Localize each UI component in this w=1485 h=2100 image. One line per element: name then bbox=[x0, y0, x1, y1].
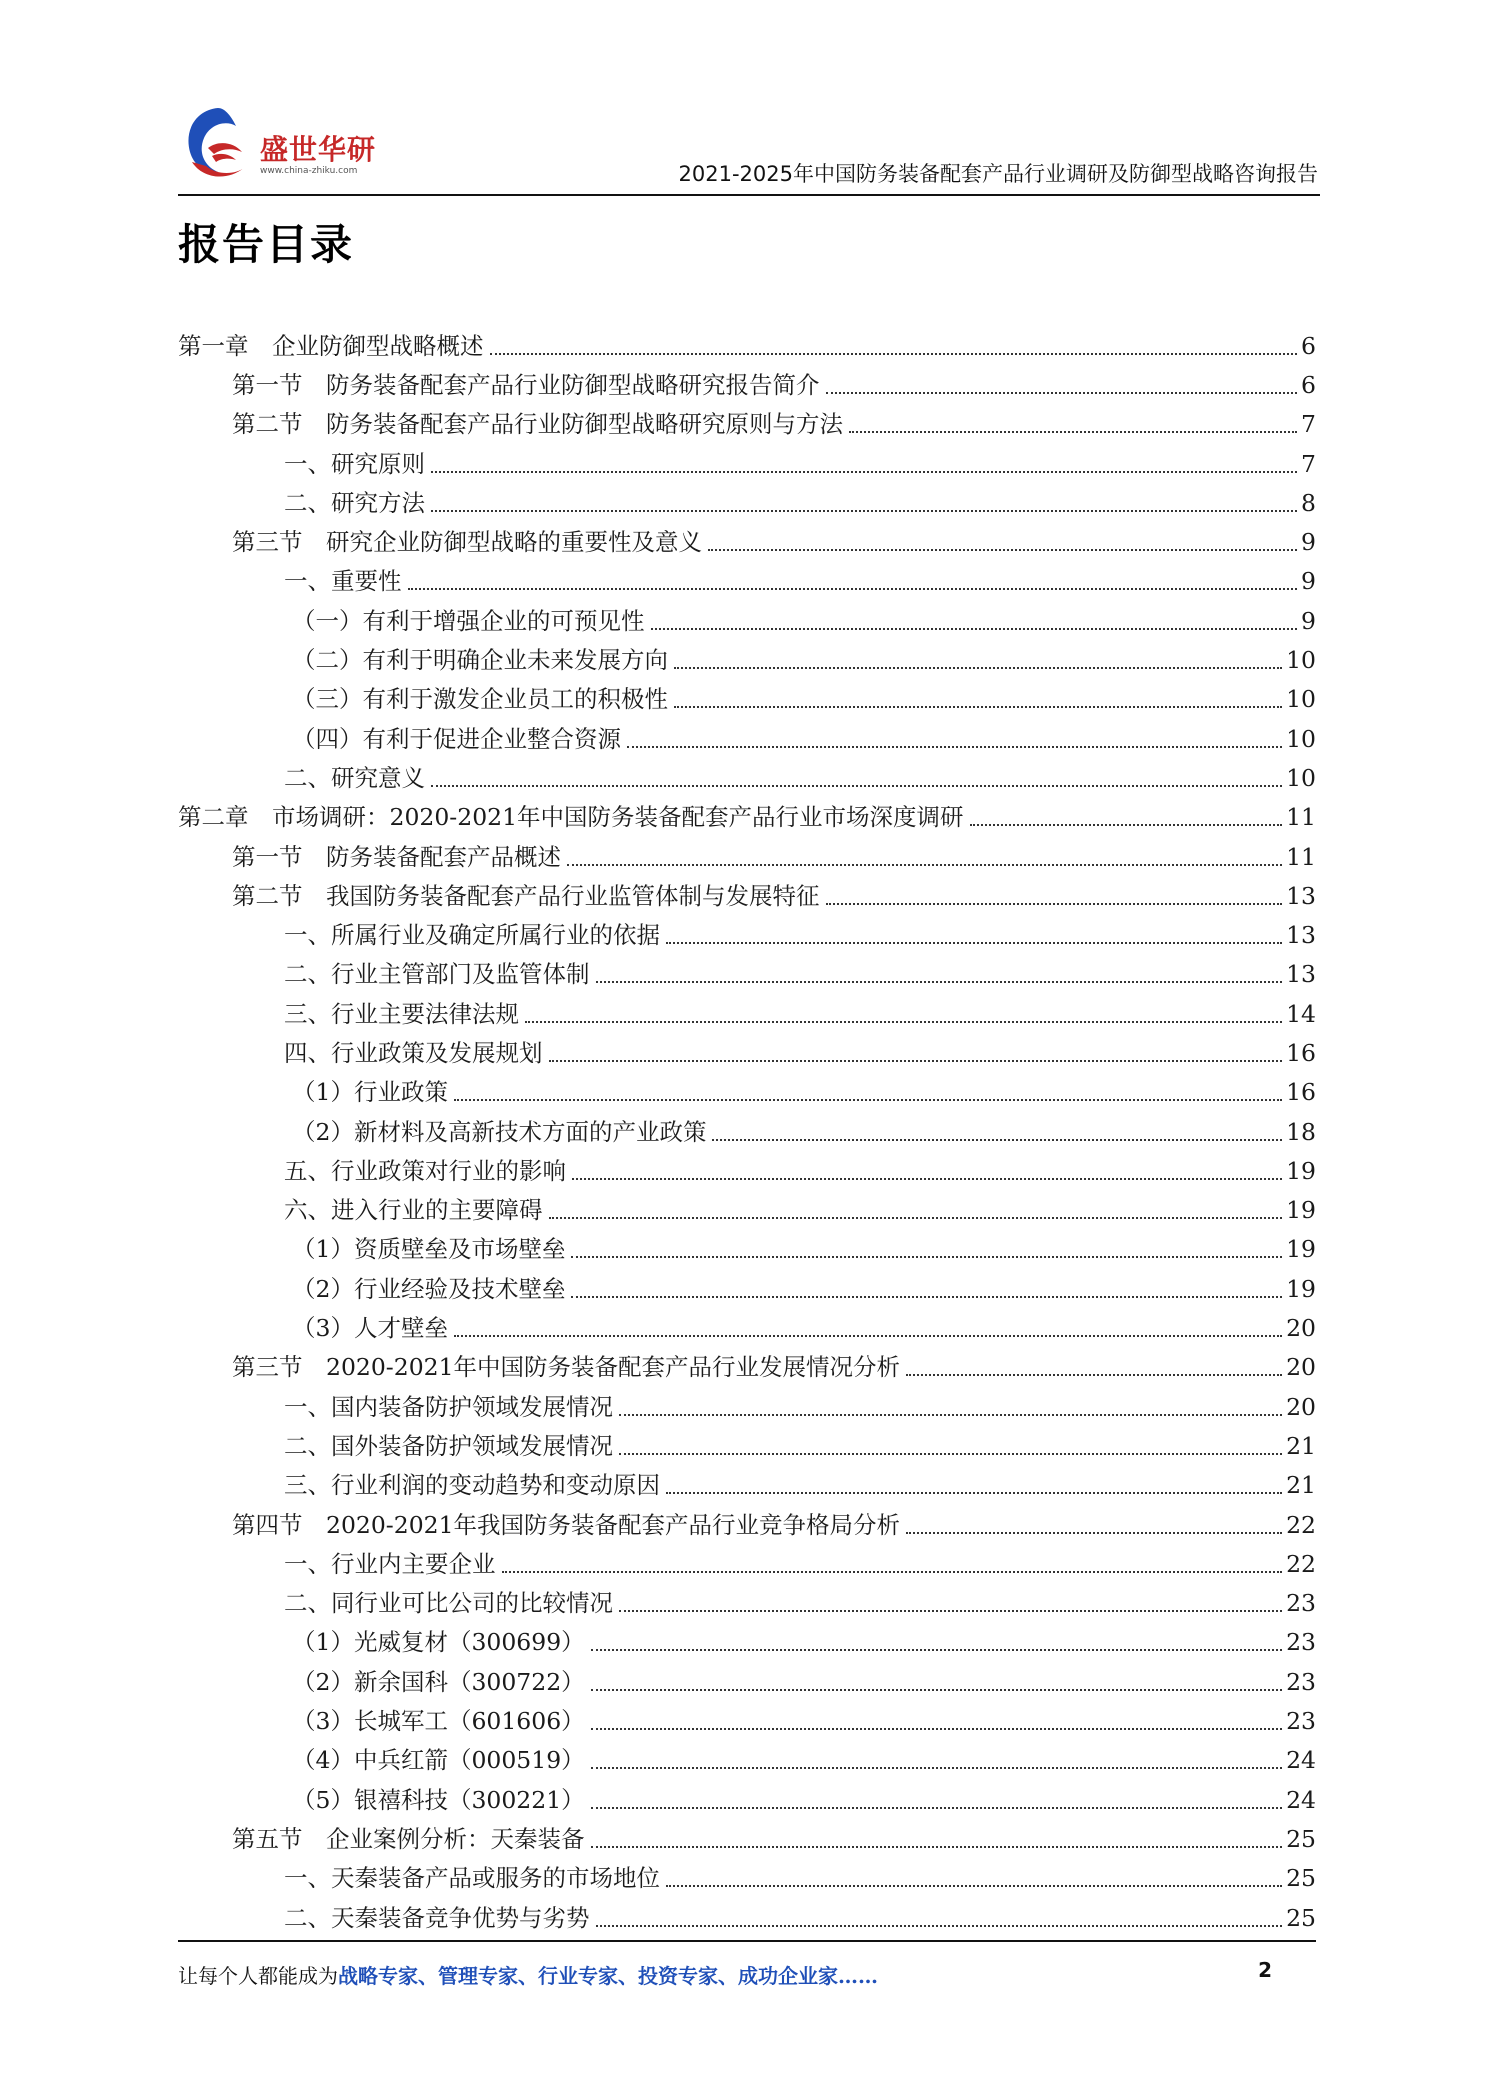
toc-entry[interactable] bbox=[178, 1623, 1316, 1662]
toc-entry-label: 四、行业政策及发展规划 bbox=[284, 1038, 547, 1068]
toc-entry[interactable] bbox=[178, 955, 1316, 994]
toc-entry[interactable] bbox=[178, 1662, 1316, 1701]
toc-leader-dots bbox=[591, 1689, 1282, 1691]
toc-leader-dots bbox=[591, 1846, 1283, 1848]
toc-entry-page: 20 bbox=[1286, 1392, 1316, 1421]
toc-entry-label: 第二节 我国防务装备配套产品行业监管体制与发展特征 bbox=[232, 881, 824, 911]
toc-entry-page: 7 bbox=[1301, 449, 1316, 478]
toc-entry[interactable] bbox=[178, 601, 1316, 640]
toc-entry-page: 25 bbox=[1286, 1824, 1316, 1853]
toc-entry-label: （2）行业经验及技术壁垒 bbox=[292, 1274, 569, 1304]
toc-entry-page: 9 bbox=[1301, 606, 1316, 635]
toc-entry-page: 16 bbox=[1286, 1038, 1316, 1067]
toc-entry-page: 23 bbox=[1286, 1628, 1316, 1657]
page-header bbox=[178, 100, 1318, 196]
toc-entry[interactable] bbox=[178, 1151, 1316, 1190]
toc-leader-dots bbox=[619, 1453, 1282, 1455]
toc-entry-label: 二、研究方法 bbox=[284, 488, 429, 518]
toc-entry[interactable] bbox=[178, 562, 1316, 601]
toc-leader-dots bbox=[619, 1610, 1282, 1612]
toc-entry-label: 一、行业内主要企业 bbox=[284, 1549, 500, 1579]
toc-entry-label: 第四节 2020-2021年我国防务装备配套产品行业竞争格局分析 bbox=[232, 1510, 904, 1540]
toc-entry-page: 20 bbox=[1286, 1353, 1316, 1382]
toc-entry[interactable] bbox=[178, 915, 1316, 954]
toc-entry-label: 第三节 2020-2021年中国防务装备配套产品行业发展情况分析 bbox=[232, 1352, 904, 1382]
toc-entry-page: 22 bbox=[1286, 1549, 1316, 1578]
toc-entry-label: 三、行业主要法律法规 bbox=[284, 999, 523, 1029]
page-title: 报告目录 bbox=[178, 220, 355, 269]
toc-leader-dots bbox=[591, 1767, 1282, 1769]
toc-entry[interactable] bbox=[178, 444, 1316, 483]
toc-entry-label: 二、天秦装备竞争优势与劣势 bbox=[284, 1903, 594, 1933]
toc-entry-label: 一、所属行业及确定所属行业的依据 bbox=[284, 920, 664, 950]
toc-entry[interactable] bbox=[178, 994, 1316, 1033]
toc-entry-page: 13 bbox=[1286, 881, 1316, 910]
toc-entry[interactable] bbox=[178, 640, 1316, 679]
page-number: 2 bbox=[1258, 1958, 1272, 1982]
toc-entry-label: 二、同行业可比公司的比较情况 bbox=[284, 1588, 617, 1618]
toc-entry[interactable] bbox=[178, 1819, 1316, 1858]
toc-leader-dots bbox=[567, 864, 1282, 866]
toc-entry-page: 10 bbox=[1286, 646, 1316, 675]
toc-entry[interactable] bbox=[178, 1584, 1316, 1623]
toc-leader-dots bbox=[619, 1414, 1282, 1416]
toc-entry-page: 14 bbox=[1286, 999, 1316, 1028]
toc-entry-label: （1）资质壁垒及市场壁垒 bbox=[292, 1234, 569, 1264]
toc-entry-page: 22 bbox=[1286, 1510, 1316, 1539]
toc-entry-label: 三、行业利润的变动趋势和变动原因 bbox=[284, 1470, 664, 1500]
toc-entry-page: 13 bbox=[1286, 921, 1316, 950]
toc-entry[interactable] bbox=[178, 405, 1316, 444]
toc-entry[interactable] bbox=[178, 876, 1316, 915]
footer-slogan-highlight: 战略专家、管理专家、行业专家、投资专家、成功企业家…… bbox=[338, 1964, 878, 1988]
toc-leader-dots bbox=[906, 1532, 1282, 1534]
toc-entry[interactable] bbox=[178, 798, 1316, 837]
toc-entry-label: （3）长城军工（601606） bbox=[292, 1706, 589, 1736]
toc-entry-page: 7 bbox=[1301, 410, 1316, 439]
toc-leader-dots bbox=[826, 392, 1298, 394]
company-logo bbox=[178, 100, 398, 190]
toc-entry[interactable] bbox=[178, 1230, 1316, 1269]
toc-entry[interactable] bbox=[178, 1426, 1316, 1465]
toc-entry-page: 23 bbox=[1286, 1707, 1316, 1736]
toc-entry-page: 6 bbox=[1301, 370, 1316, 399]
toc-leader-dots bbox=[591, 1728, 1282, 1730]
toc-entry[interactable] bbox=[178, 1387, 1316, 1426]
toc-leader-dots bbox=[490, 353, 1298, 355]
toc-entry[interactable] bbox=[178, 1701, 1316, 1740]
toc-leader-dots bbox=[572, 1178, 1282, 1180]
toc-entry-page: 9 bbox=[1301, 528, 1316, 557]
toc-entry[interactable] bbox=[178, 1073, 1316, 1112]
toc-entry-label: （2）新余国科（300722） bbox=[292, 1667, 589, 1697]
toc-entry-label: 二、行业主管部门及监管体制 bbox=[284, 959, 594, 989]
toc-entry-page: 19 bbox=[1286, 1196, 1316, 1225]
toc-entry[interactable] bbox=[178, 758, 1316, 797]
toc-entry[interactable] bbox=[178, 365, 1316, 404]
table-of-contents bbox=[178, 326, 1316, 1937]
toc-entry-page: 13 bbox=[1286, 960, 1316, 989]
toc-entry[interactable] bbox=[178, 1112, 1316, 1151]
toc-leader-dots bbox=[549, 1060, 1283, 1062]
toc-entry-page: 10 bbox=[1286, 763, 1316, 792]
toc-entry-label: （4）中兵红箭（000519） bbox=[292, 1745, 589, 1775]
toc-entry-page: 9 bbox=[1301, 567, 1316, 596]
report-title: 2021-2025年中国防务装备配套产品行业调研及防御型战略咨询报告 bbox=[678, 162, 1318, 186]
toc-entry[interactable] bbox=[178, 1859, 1316, 1898]
toc-entry-page: 21 bbox=[1286, 1471, 1316, 1500]
logo-url: www.china-zhiku.com bbox=[260, 166, 358, 176]
toc-leader-dots bbox=[591, 1807, 1282, 1809]
toc-leader-dots bbox=[525, 1021, 1282, 1023]
footer-divider bbox=[178, 1940, 1316, 1942]
toc-leader-dots bbox=[674, 667, 1282, 669]
toc-leader-dots bbox=[627, 746, 1282, 748]
toc-entry-label: 第一节 防务装备配套产品概述 bbox=[232, 842, 565, 872]
toc-entry-label: 六、进入行业的主要障碍 bbox=[284, 1195, 547, 1225]
toc-entry[interactable] bbox=[178, 483, 1316, 522]
toc-entry-label: 第五节 企业案例分析：天秦装备 bbox=[232, 1824, 589, 1854]
toc-entry-page: 19 bbox=[1286, 1274, 1316, 1303]
toc-entry-label: （1）行业政策 bbox=[292, 1077, 452, 1107]
toc-leader-dots bbox=[651, 628, 1298, 630]
toc-entry-label: （2）新材料及高新技术方面的产业政策 bbox=[292, 1117, 710, 1147]
toc-leader-dots bbox=[571, 1256, 1282, 1258]
toc-leader-dots bbox=[454, 1099, 1282, 1101]
toc-entry-page: 11 bbox=[1286, 842, 1316, 871]
toc-leader-dots bbox=[408, 588, 1298, 590]
toc-leader-dots bbox=[970, 824, 1283, 826]
toc-leader-dots bbox=[549, 1217, 1283, 1219]
toc-entry-label: 一、国内装备防护领域发展情况 bbox=[284, 1392, 617, 1422]
toc-leader-dots bbox=[712, 1139, 1282, 1141]
toc-entry[interactable] bbox=[178, 837, 1316, 876]
toc-entry-label: 第一节 防务装备配套产品行业防御型战略研究报告简介 bbox=[232, 370, 824, 400]
toc-entry-label: 第三节 研究企业防御型战略的重要性及意义 bbox=[232, 527, 706, 557]
toc-entry-page: 20 bbox=[1286, 1314, 1316, 1343]
toc-entry[interactable] bbox=[178, 1898, 1316, 1937]
toc-entry[interactable] bbox=[178, 1466, 1316, 1505]
toc-entry-label: 一、重要性 bbox=[284, 566, 406, 596]
toc-entry-page: 21 bbox=[1286, 1431, 1316, 1460]
logo-swirl-icon bbox=[178, 100, 258, 190]
toc-entry-label: （三）有利于激发企业员工的积极性 bbox=[292, 684, 672, 714]
toc-leader-dots bbox=[591, 1649, 1282, 1651]
toc-entry-page: 23 bbox=[1286, 1667, 1316, 1696]
toc-entry-page: 24 bbox=[1286, 1746, 1316, 1775]
toc-entry-page: 25 bbox=[1286, 1864, 1316, 1893]
toc-leader-dots bbox=[454, 1335, 1282, 1337]
toc-entry-label: （二）有利于明确企业未来发展方向 bbox=[292, 645, 672, 675]
toc-leader-dots bbox=[596, 1925, 1283, 1927]
toc-entry-page: 23 bbox=[1286, 1589, 1316, 1618]
toc-entry[interactable] bbox=[178, 1741, 1316, 1780]
toc-entry[interactable] bbox=[178, 1308, 1316, 1347]
toc-entry-label: 一、研究原则 bbox=[284, 449, 429, 479]
toc-leader-dots bbox=[826, 903, 1283, 905]
toc-leader-dots bbox=[666, 1492, 1282, 1494]
toc-entry-label: （一）有利于增强企业的可预见性 bbox=[292, 606, 649, 636]
footer-slogan bbox=[178, 1960, 878, 1989]
toc-entry-page: 10 bbox=[1286, 724, 1316, 753]
toc-entry-label: 五、行业政策对行业的影响 bbox=[284, 1156, 570, 1186]
toc-entry-page: 10 bbox=[1286, 685, 1316, 714]
toc-entry[interactable] bbox=[178, 1544, 1316, 1583]
toc-entry[interactable] bbox=[178, 680, 1316, 719]
toc-leader-dots bbox=[708, 549, 1297, 551]
toc-entry[interactable] bbox=[178, 1780, 1316, 1819]
toc-entry[interactable] bbox=[178, 522, 1316, 561]
toc-entry-label: 二、研究意义 bbox=[284, 763, 429, 793]
toc-leader-dots bbox=[431, 471, 1297, 473]
toc-entry-page: 19 bbox=[1286, 1235, 1316, 1264]
toc-entry[interactable] bbox=[178, 1269, 1316, 1308]
toc-leader-dots bbox=[666, 1885, 1282, 1887]
toc-entry-label: 第二章 市场调研：2020-2021年中国防务装备配套产品行业市场深度调研 bbox=[178, 802, 968, 832]
toc-entry[interactable] bbox=[178, 719, 1316, 758]
toc-entry-page: 18 bbox=[1286, 1117, 1316, 1146]
toc-leader-dots bbox=[502, 1571, 1283, 1573]
header-divider bbox=[178, 194, 1320, 196]
toc-entry-page: 24 bbox=[1286, 1785, 1316, 1814]
toc-entry-page: 16 bbox=[1286, 1078, 1316, 1107]
toc-leader-dots bbox=[431, 785, 1282, 787]
toc-entry[interactable] bbox=[178, 1348, 1316, 1387]
toc-entry-label: （四）有利于促进企业整合资源 bbox=[292, 724, 625, 754]
toc-entry[interactable] bbox=[178, 1191, 1316, 1230]
toc-entry-page: 25 bbox=[1286, 1903, 1316, 1932]
toc-entry-label: 第一章 企业防御型战略概述 bbox=[178, 331, 488, 361]
toc-entry-label: （1）光威复材（300699） bbox=[292, 1627, 589, 1657]
toc-leader-dots bbox=[674, 706, 1282, 708]
toc-leader-dots bbox=[666, 942, 1282, 944]
toc-leader-dots bbox=[849, 431, 1297, 433]
toc-entry-label: （3）人才壁垒 bbox=[292, 1313, 452, 1343]
toc-entry[interactable] bbox=[178, 1505, 1316, 1544]
logo-name: 盛世华研 bbox=[260, 133, 377, 166]
toc-entry[interactable] bbox=[178, 1033, 1316, 1072]
toc-entry-page: 11 bbox=[1286, 803, 1316, 832]
toc-entry-label: 一、天秦装备产品或服务的市场地位 bbox=[284, 1863, 664, 1893]
toc-entry-label: 二、国外装备防护领域发展情况 bbox=[284, 1431, 617, 1461]
toc-entry-page: 6 bbox=[1301, 331, 1316, 360]
toc-leader-dots bbox=[596, 981, 1283, 983]
toc-entry-label: （5）银禧科技（300221） bbox=[292, 1785, 589, 1815]
toc-entry-label: 第二节 防务装备配套产品行业防御型战略研究原则与方法 bbox=[232, 409, 847, 439]
toc-entry[interactable] bbox=[178, 326, 1316, 365]
toc-leader-dots bbox=[571, 1296, 1282, 1298]
toc-leader-dots bbox=[431, 510, 1297, 512]
toc-leader-dots bbox=[906, 1374, 1282, 1376]
toc-entry-page: 8 bbox=[1301, 488, 1316, 517]
toc-entry-page: 19 bbox=[1286, 1156, 1316, 1185]
footer-slogan-prefix: 让每个人都能成为 bbox=[178, 1964, 338, 1988]
